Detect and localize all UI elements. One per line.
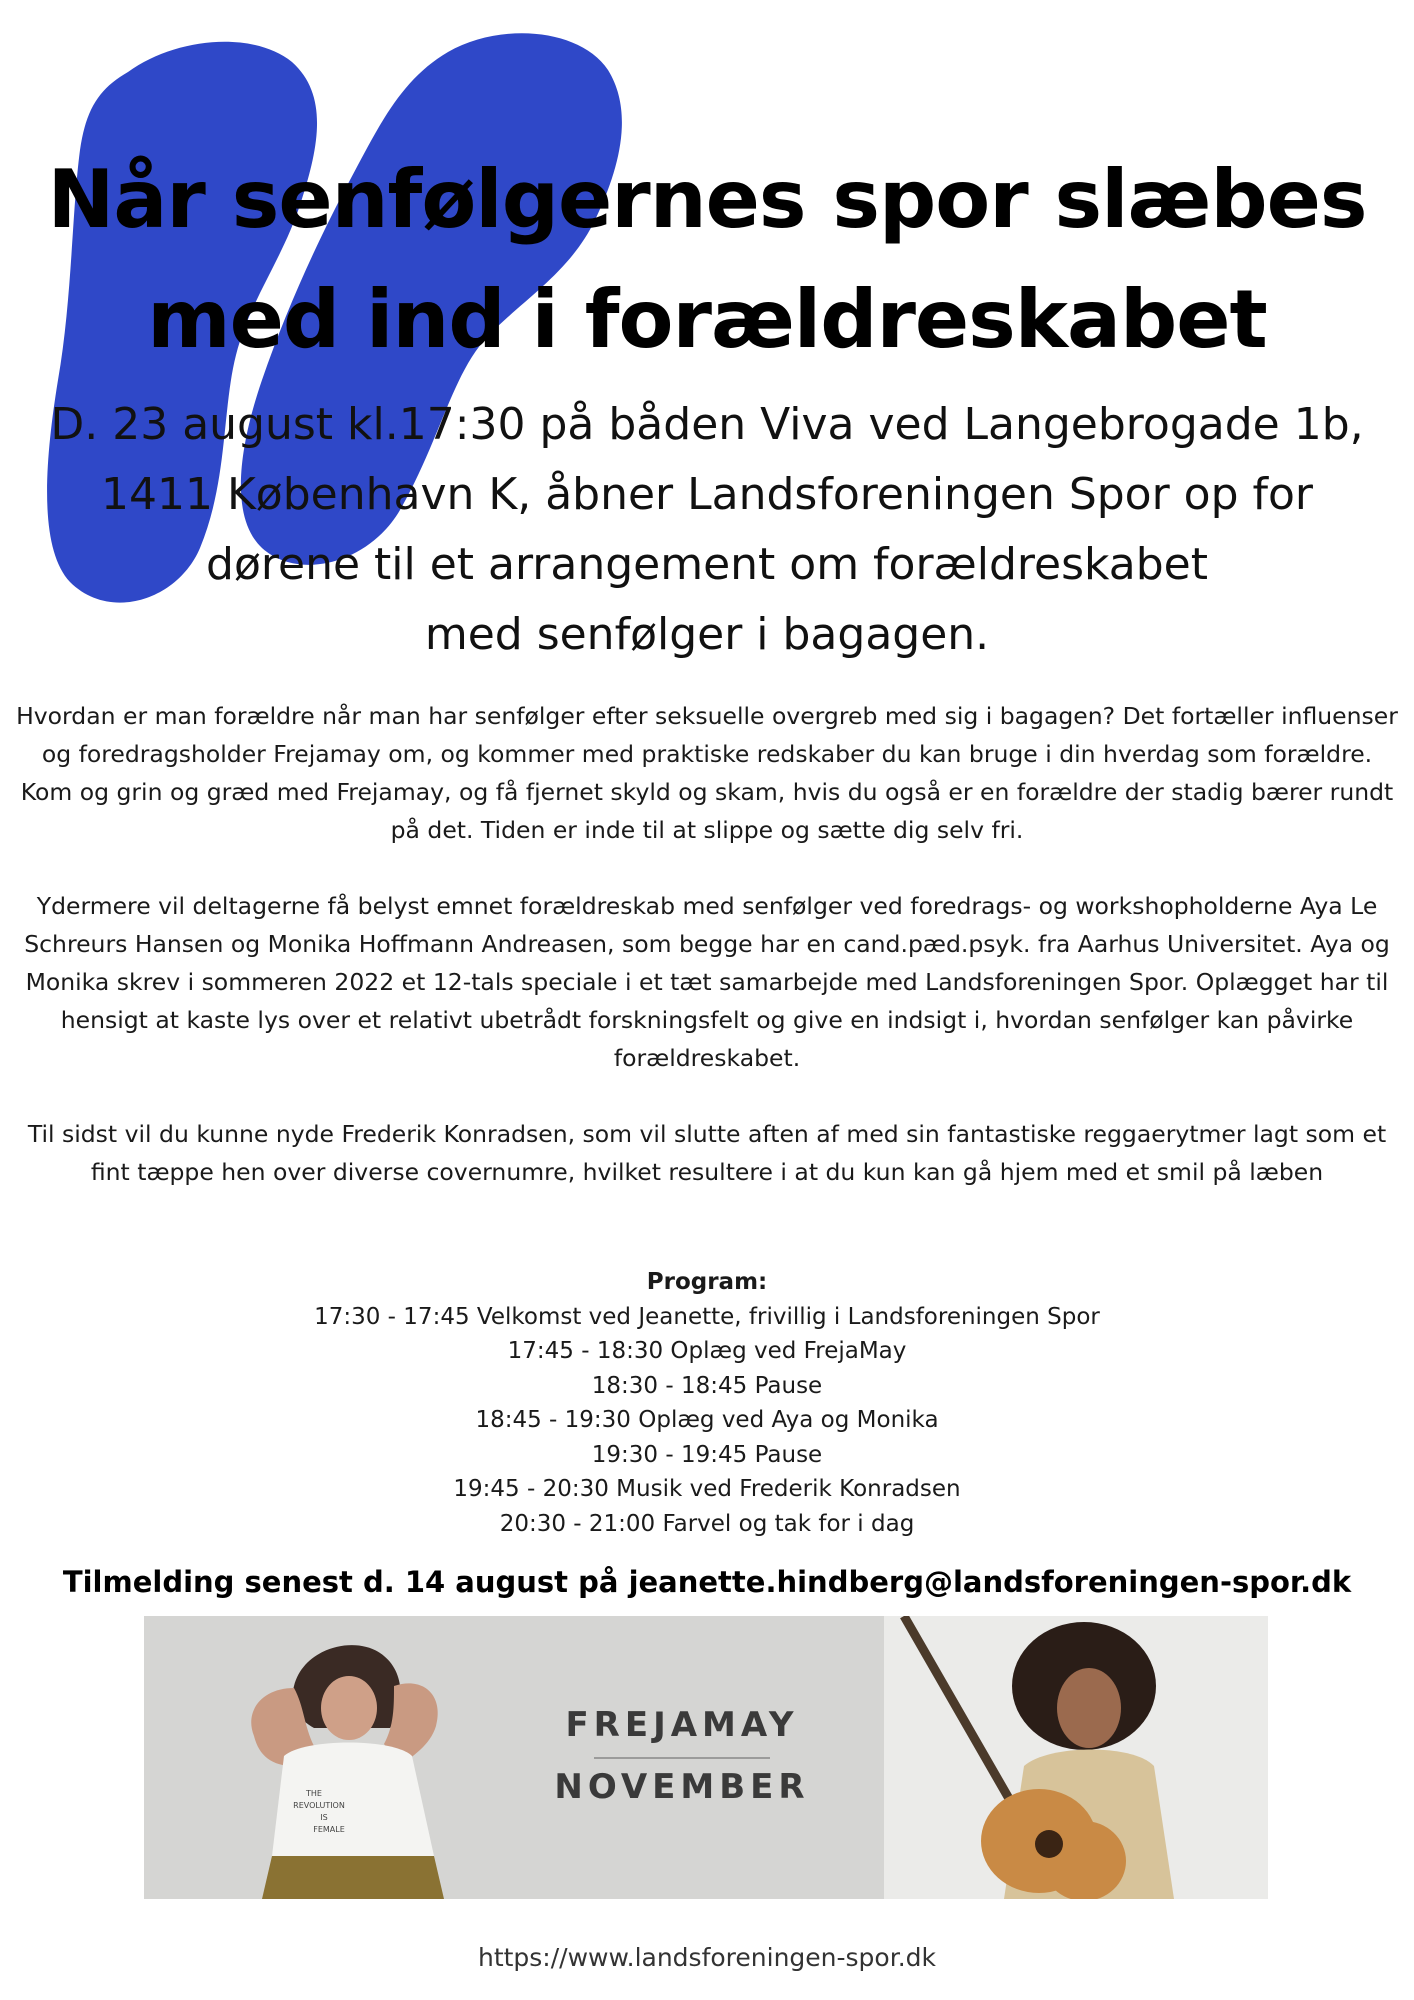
subtitle-line-2: 1411 København K, åbner Landsforeningen Spor op for bbox=[100, 469, 1314, 520]
program-item: 17:45 - 18:30 Oplæg ved FrejaMay bbox=[507, 1338, 907, 1364]
footer-url[interactable]: https://www.landsforeningen-spor.dk bbox=[477, 1943, 937, 1972]
program-item: 17:30 - 17:45 Velkomst ved Jeanette, frivillig i Landsforeningen Spor bbox=[314, 1303, 1100, 1330]
shirt-text-line: IS bbox=[320, 1813, 328, 1822]
title-line-1: Når senfølgernes spor slæbes bbox=[47, 153, 1367, 246]
program-item: 20:30 - 21:00 Farvel og tak for i dag bbox=[499, 1510, 915, 1537]
guitarist-photo bbox=[884, 1616, 1268, 1899]
event-subtitle bbox=[30, 390, 1384, 670]
brand-november: NOVEMBER bbox=[554, 1767, 810, 1807]
intro-paragraph: Hvordan er man forældre når man har senfølger efter seksuelle overgreb med sig i bagagen? Det fortæller influenser og foredragsholder Frejamay om, og kommer med praktiske redskaber du kan bruge i din hverdag som forældre. Kom og grin og græd med Frejamay, og få fjernet skyld og skam, hvis du også er en forældre der stadig bærer rundt på det. Tiden er inde til at slippe og sætte dig selv fri. bbox=[16, 702, 1398, 844]
registration-notice: Tilmelding senest d. 14 august på jeanette.hindberg@landsforeningen-spor.dk bbox=[62, 1565, 1352, 1599]
subtitle-line-3: dørene til et arrangement om forældreskabet bbox=[206, 539, 1208, 590]
subtitle-line-1: D. 23 august kl.17:30 på båden Viva ved Langebrogade 1b, bbox=[50, 399, 1364, 450]
event-title bbox=[0, 140, 1414, 380]
program-heading: Program: bbox=[646, 1269, 768, 1295]
speakers-paragraph: Ydermere vil deltagerne få belyst emnet forældreskab med senfølger ved foredrags- og workshopholderne Aya Le Schreurs Hansen og Monika Hoffmann Andreasen, som begge har en cand.pæd.psyk. fra Aarhus Universitet. Aya og Monika skrev i sommeren 2022 et 12-tals speciale i et tæt samarbejde med Landsforeningen Spor. Oplægget har til hensigt at kaste lys over et relativt ubetrådt forskningsfelt og give en indsigt i, hvordan senfølger kan påvirke forældreskabet. bbox=[24, 892, 1390, 1072]
music-paragraph: Til sidst vil du kunne nyde Frederik Konradsen, som vil slutte aften af med sin fantastiske reggaerytmer lagt som et fint tæppe hen over diverse covernumre, hvilket resultere i at du kun kan gå hjem med et smil på læben bbox=[27, 1120, 1387, 1186]
shirt-text-line: REVOLUTION bbox=[293, 1801, 345, 1810]
speakers-banner bbox=[144, 1616, 1268, 1899]
program-item: 19:30 - 19:45 Pause bbox=[591, 1441, 823, 1468]
program-item: 19:45 - 20:30 Musik ved Frederik Konradsen bbox=[453, 1476, 961, 1502]
shirt-text-line: FEMALE bbox=[313, 1825, 345, 1834]
program-item: 18:45 - 19:30 Oplæg ved Aya og Monika bbox=[475, 1407, 939, 1433]
subtitle-line-4: med senfølger i bagagen. bbox=[424, 609, 990, 660]
title-line-2: med ind i forældreskabet bbox=[147, 273, 1267, 366]
frejamay-photo bbox=[144, 1616, 884, 1899]
brand-frejamay: FREJAMAY bbox=[565, 1705, 799, 1745]
program-item: 18:30 - 18:45 Pause bbox=[591, 1372, 823, 1399]
program-section bbox=[0, 1265, 1414, 1541]
shirt-text-line: THE bbox=[306, 1789, 322, 1798]
